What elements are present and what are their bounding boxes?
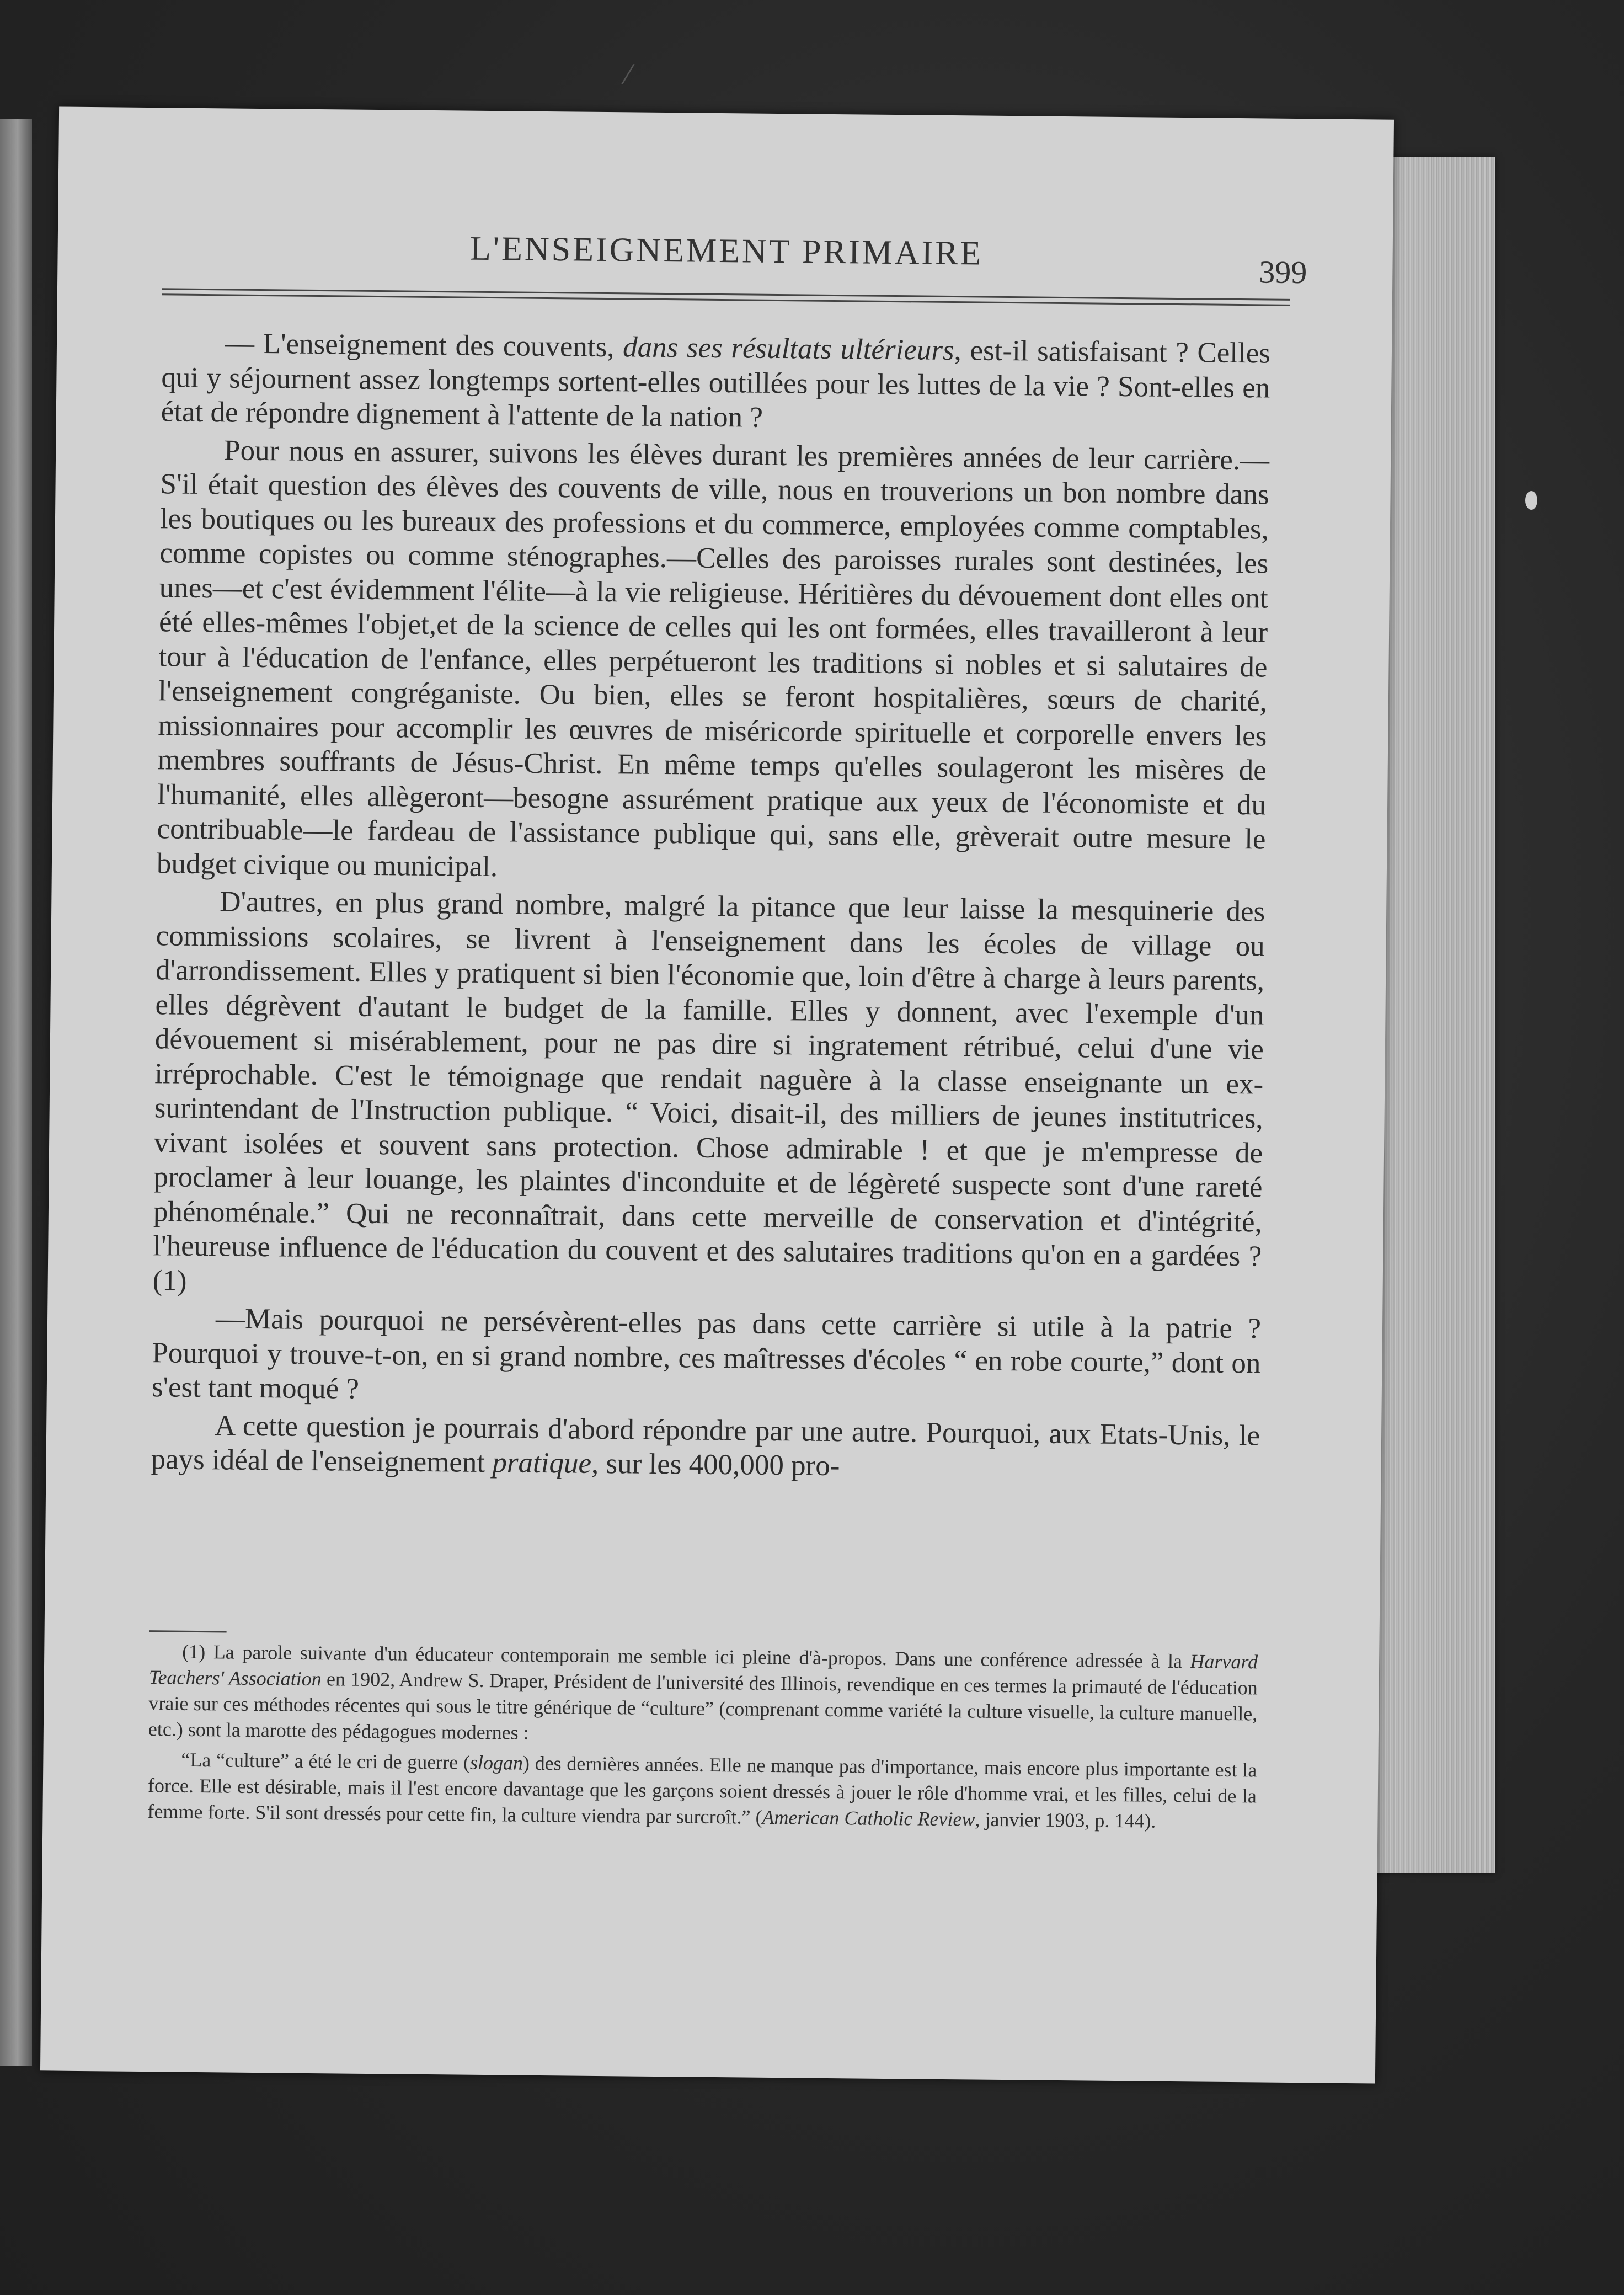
paragraph-4: —Mais pourquoi ne persévèrent-elles pas dans cette carrière si utile à la patrie ? Pourquoi y trouve-t-on, en si grand nombre, ces maîtresses d'écoles “ en robe courte,” dont on s'est tant moqué ? — [151, 1303, 1262, 1405]
page-number: 399 — [1259, 254, 1307, 291]
paragraph-text: — L'enseignement des couvents, — [225, 327, 623, 364]
italic-phrase: slogan — [469, 1751, 523, 1774]
paragraph-text: A cette question je pourrais d'abord répondre par une autre. Pourquoi, aux Etats-Unis, le pays idéal de l'enseignement — [151, 1409, 1260, 1479]
footnote-text: ) des dernières années. Elle ne manque pas d'importance, mais encore plus importante est la force. Elle est désirable, mais il l'est encore davantage que les garçons soient dressés à jouer le rôle d'homme vrai, et les filles, celui de la femme forte. S'il sont dressés pour cette fin, la culture viendra par surcroît.” ( — [147, 1752, 1257, 1828]
footnote-quote — [147, 1747, 1257, 1835]
footnote-1 — [148, 1638, 1258, 1753]
footnote-text: , janvier 1903, p. 144). — [975, 1808, 1156, 1832]
footnote-text: (1) La parole suivante d'un éducateur contemporain me semble ici pleine d'à-propos. Dans une conférence adressée à la — [182, 1640, 1190, 1673]
footnote-rule — [149, 1630, 227, 1632]
scan-artifact-spot — [1525, 491, 1537, 510]
body-text — [151, 325, 1270, 1491]
italic-phrase: pratique — [492, 1447, 592, 1480]
facing-page-edge — [0, 119, 32, 2066]
italic-phrase: dans ses résultats ultérieurs — [622, 331, 954, 367]
paragraph-3: D'autres, en plus grand nombre, malgré la pitance que leur laisse la mesquinerie des commissions scolaires, se livrent à l'enseignement dans les écoles de village ou d'arrondissement. Elles y pratiquent si bien l'économie que, loin d'être à charge à leurs parents, elles dégrèvent d'autant le budget de la famille. Elles y donnent, avec l'exemple d'un dévouement si misérablement, pour ne pas dire si ingratement rétribué, celui d'une vie irréprochable. C'est le témoignage que rendait naguère à la classe enseignante un ex-surintendant de l'Instruction publique. “ Voici, disait-il, des milliers de jeunes institutrices, vivant isolées et souvent sans protection. Chose admirable ! et que je m'empresse de proclamer à leur louange, les plaintes d'inconduite et de légèreté suspecte sont d'une rareté phénoménale.” Qui ne reconnaîtrait, dans cette merveille de conservation et d'intégrité, l'heureuse influence de l'éducation du couvent et des salutaires traditions qu'on en a gardées ? (1) — [152, 885, 1265, 1297]
footnote-text: en 1902, Andrew S. Draper, Président de l'université des Illinois, revendique en ces termes la primauté de l'éducation vraie sur ces méthodes récentes qui sous le titre générique de “culture” (comprenant comme variété la culture visuelle, la culture manuelle, etc.) sont la marotte des pédagogues modernes : — [148, 1668, 1258, 1744]
running-title: L'ENSEIGNEMENT PRIMAIRE — [469, 230, 984, 273]
paragraph-5 — [151, 1408, 1260, 1487]
paragraph-2: Pour nous en assurer, suivons les élèves durant les premières années de leur carrière.—S'il était question des élèves des couvents de ville, nous en trouverions un bon nombre dans les boutiques ou les bureaux des professions et du commerce, employées comme comptables, comme copistes ou comme sténographes.—Celles des paroisses rurales sont destinées, les unes—et c'est évidemment l'élite—à la vie religieuse. Héritières du dévouement dont elles ont été elles-mêmes l'objet,et de la science de celles qui les ont formées, elles travailleront à leur tour à l'éducation de l'enfance, elles perpétueront les traditions si nobles et si salutaires de l'enseignement congréganiste. Ou bien, elles se feront hospitalières, sœurs de charité, missionnaires pour accomplir les œuvres de miséricorde spirituelle et corporelle envers les membres souffrants de Jésus-Christ. En même temps qu'elles soulageront les misères de l'humanité, elles allègeront—besogne assurément pratique aux yeux de l'économiste et du contribuable—le fardeau de l'assistance publique qui, sans elle, grèverait outre mesure le budget civique ou municipal. — [156, 434, 1270, 883]
header-rule — [162, 293, 1290, 306]
footnote-text: “La “culture” a été le cri de guerre ( — [181, 1748, 471, 1774]
paragraph-text: , sur les 400,000 pro- — [591, 1447, 840, 1482]
footnotes — [147, 1638, 1258, 1839]
italic-phrase: American Catholic Review — [762, 1806, 975, 1830]
scan-artifact-mark: / — [619, 55, 637, 93]
book-page — [40, 106, 1394, 2083]
paragraph-text: , est-il satisfaisant ? Celles qui y séjournent assez longtemps sortent-elles outillées pour les luttes de la vie ? Sont-elles en état de répondre dignement à l'attente de la nation ? — [161, 334, 1271, 434]
paragraph-1 — [161, 325, 1271, 440]
page-header — [162, 226, 1307, 303]
italic-phrase: Harvard Teachers' Association — [148, 1650, 1258, 1690]
